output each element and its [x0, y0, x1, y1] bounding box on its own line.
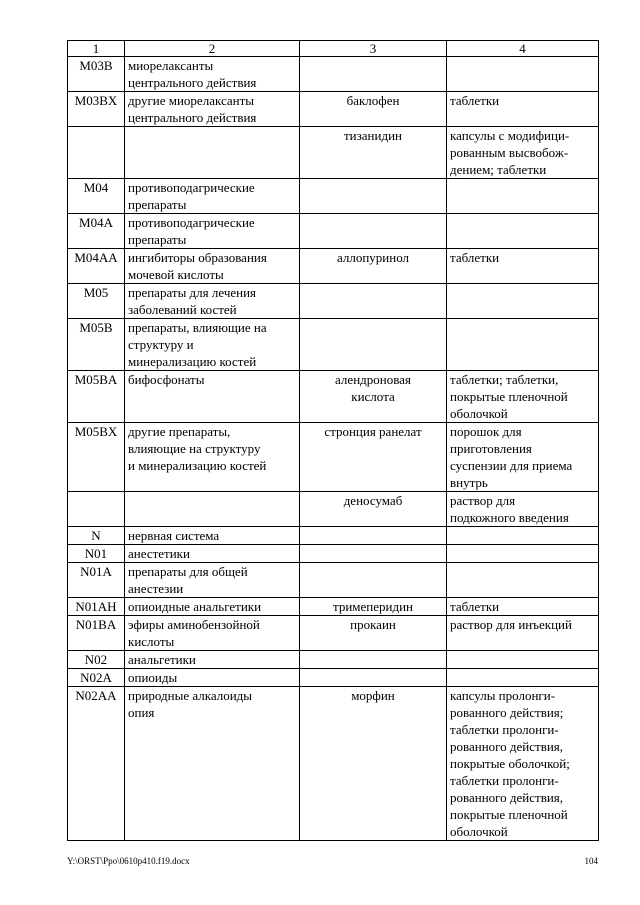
dosage-form-cell: раствор для инъекций — [447, 616, 599, 651]
atc-code-cell: M03BX — [68, 92, 125, 127]
drug-name-cell — [300, 319, 447, 371]
dosage-form-cell — [447, 545, 599, 563]
dosage-form-cell — [447, 284, 599, 319]
anatomical-group-cell: другие препараты, влияющие на структуру и минерализацию костей — [125, 423, 300, 492]
atc-code-cell: M05 — [68, 284, 125, 319]
table-row — [68, 57, 599, 92]
table-row — [68, 527, 599, 545]
anatomical-group-cell: природные алкалоиды опия — [125, 687, 300, 841]
dosage-form-cell — [447, 669, 599, 687]
table-row — [68, 545, 599, 563]
dosage-form-cell: таблетки; таблетки, покрытые пленочной оболочкой — [447, 371, 599, 423]
atc-code-cell: N01A — [68, 563, 125, 598]
column-header-3: 3 — [300, 41, 447, 57]
anatomical-group-cell: другие миорелаксанты центрального действия — [125, 92, 300, 127]
anatomical-group-cell: бифосфонаты — [125, 371, 300, 423]
anatomical-group-cell: препараты, влияющие на структуру и минерализацию костей — [125, 319, 300, 371]
drug-name-cell: тизанидин — [300, 127, 447, 179]
column-header-4: 4 — [447, 41, 599, 57]
anatomical-group-cell: противоподагрические препараты — [125, 179, 300, 214]
anatomical-group-cell: анальгетики — [125, 651, 300, 669]
table-row — [68, 371, 599, 423]
dosage-form-cell — [447, 319, 599, 371]
footer-page-number: 104 — [584, 856, 598, 866]
dosage-form-cell — [447, 57, 599, 92]
drug-name-cell: тримеперидин — [300, 598, 447, 616]
drug-name-cell: прокаин — [300, 616, 447, 651]
table-body — [68, 57, 599, 841]
table-row — [68, 563, 599, 598]
atc-code-cell: N01 — [68, 545, 125, 563]
table-row — [68, 616, 599, 651]
table-row — [68, 598, 599, 616]
drug-name-cell — [300, 545, 447, 563]
table-row — [68, 179, 599, 214]
anatomical-group-cell: эфиры аминобензойной кислоты — [125, 616, 300, 651]
drug-name-cell: аллопуринол — [300, 249, 447, 284]
footer-file-path: Y:\ORST\Ppo\0610p410.f19.docx — [67, 856, 190, 866]
drug-classification-table — [67, 40, 599, 841]
table-row — [68, 492, 599, 527]
atc-code-cell — [68, 127, 125, 179]
anatomical-group-cell — [125, 127, 300, 179]
table-row — [68, 423, 599, 492]
table-row — [68, 92, 599, 127]
atc-code-cell: M05BA — [68, 371, 125, 423]
atc-code-cell: N01BA — [68, 616, 125, 651]
drug-name-cell: баклофен — [300, 92, 447, 127]
drug-name-cell — [300, 214, 447, 249]
table-row — [68, 214, 599, 249]
column-header-1: 1 — [68, 41, 125, 57]
atc-code-cell: M03B — [68, 57, 125, 92]
drug-name-cell — [300, 179, 447, 214]
table-row — [68, 669, 599, 687]
anatomical-group-cell: препараты для общей анестезии — [125, 563, 300, 598]
drug-name-cell — [300, 669, 447, 687]
atc-code-cell: M05BX — [68, 423, 125, 492]
drug-name-cell: деносумаб — [300, 492, 447, 527]
atc-code-cell: N01AH — [68, 598, 125, 616]
drug-name-cell: морфин — [300, 687, 447, 841]
table-row — [68, 249, 599, 284]
anatomical-group-cell: ингибиторы образования мочевой кислоты — [125, 249, 300, 284]
dosage-form-cell — [447, 214, 599, 249]
drug-name-cell — [300, 284, 447, 319]
dosage-form-cell: капсулы с модифици- рованным высвобож- дением; таблетки — [447, 127, 599, 179]
drug-name-cell — [300, 651, 447, 669]
dosage-form-cell: таблетки — [447, 92, 599, 127]
dosage-form-cell — [447, 651, 599, 669]
dosage-form-cell: капсулы пролонги- рованного действия; таблетки пролонги- рованного действия, покрытые оболочкой; таблетки пролонги- рованного действия, покрытые пленочной оболочкой — [447, 687, 599, 841]
table-row — [68, 687, 599, 841]
anatomical-group-cell — [125, 492, 300, 527]
atc-code-cell: N — [68, 527, 125, 545]
atc-code-cell: M04AA — [68, 249, 125, 284]
anatomical-group-cell: нервная система — [125, 527, 300, 545]
atc-code-cell: N02A — [68, 669, 125, 687]
table-row — [68, 284, 599, 319]
column-header-2: 2 — [125, 41, 300, 57]
dosage-form-cell — [447, 179, 599, 214]
dosage-form-cell: порошок для приготовления суспензии для приема внутрь — [447, 423, 599, 492]
dosage-form-cell — [447, 527, 599, 545]
drug-name-cell: стронция ранелат — [300, 423, 447, 492]
drug-name-cell — [300, 527, 447, 545]
drug-name-cell: алендроновая кислота — [300, 371, 447, 423]
atc-code-cell: N02 — [68, 651, 125, 669]
anatomical-group-cell: опиоидные анальгетики — [125, 598, 300, 616]
table-row — [68, 319, 599, 371]
atc-code-cell — [68, 492, 125, 527]
atc-code-cell: N02AA — [68, 687, 125, 841]
anatomical-group-cell: опиоиды — [125, 669, 300, 687]
dosage-form-cell — [447, 563, 599, 598]
dosage-form-cell: раствор для подкожного введения — [447, 492, 599, 527]
table-header-row — [68, 41, 599, 57]
table-row — [68, 127, 599, 179]
dosage-form-cell: таблетки — [447, 598, 599, 616]
atc-code-cell: M05B — [68, 319, 125, 371]
dosage-form-cell: таблетки — [447, 249, 599, 284]
drug-name-cell — [300, 57, 447, 92]
table-row — [68, 651, 599, 669]
atc-code-cell: M04A — [68, 214, 125, 249]
anatomical-group-cell: анестетики — [125, 545, 300, 563]
drug-name-cell — [300, 563, 447, 598]
anatomical-group-cell: противоподагрические препараты — [125, 214, 300, 249]
anatomical-group-cell: миорелаксанты центрального действия — [125, 57, 300, 92]
atc-code-cell: M04 — [68, 179, 125, 214]
anatomical-group-cell: препараты для лечения заболеваний костей — [125, 284, 300, 319]
